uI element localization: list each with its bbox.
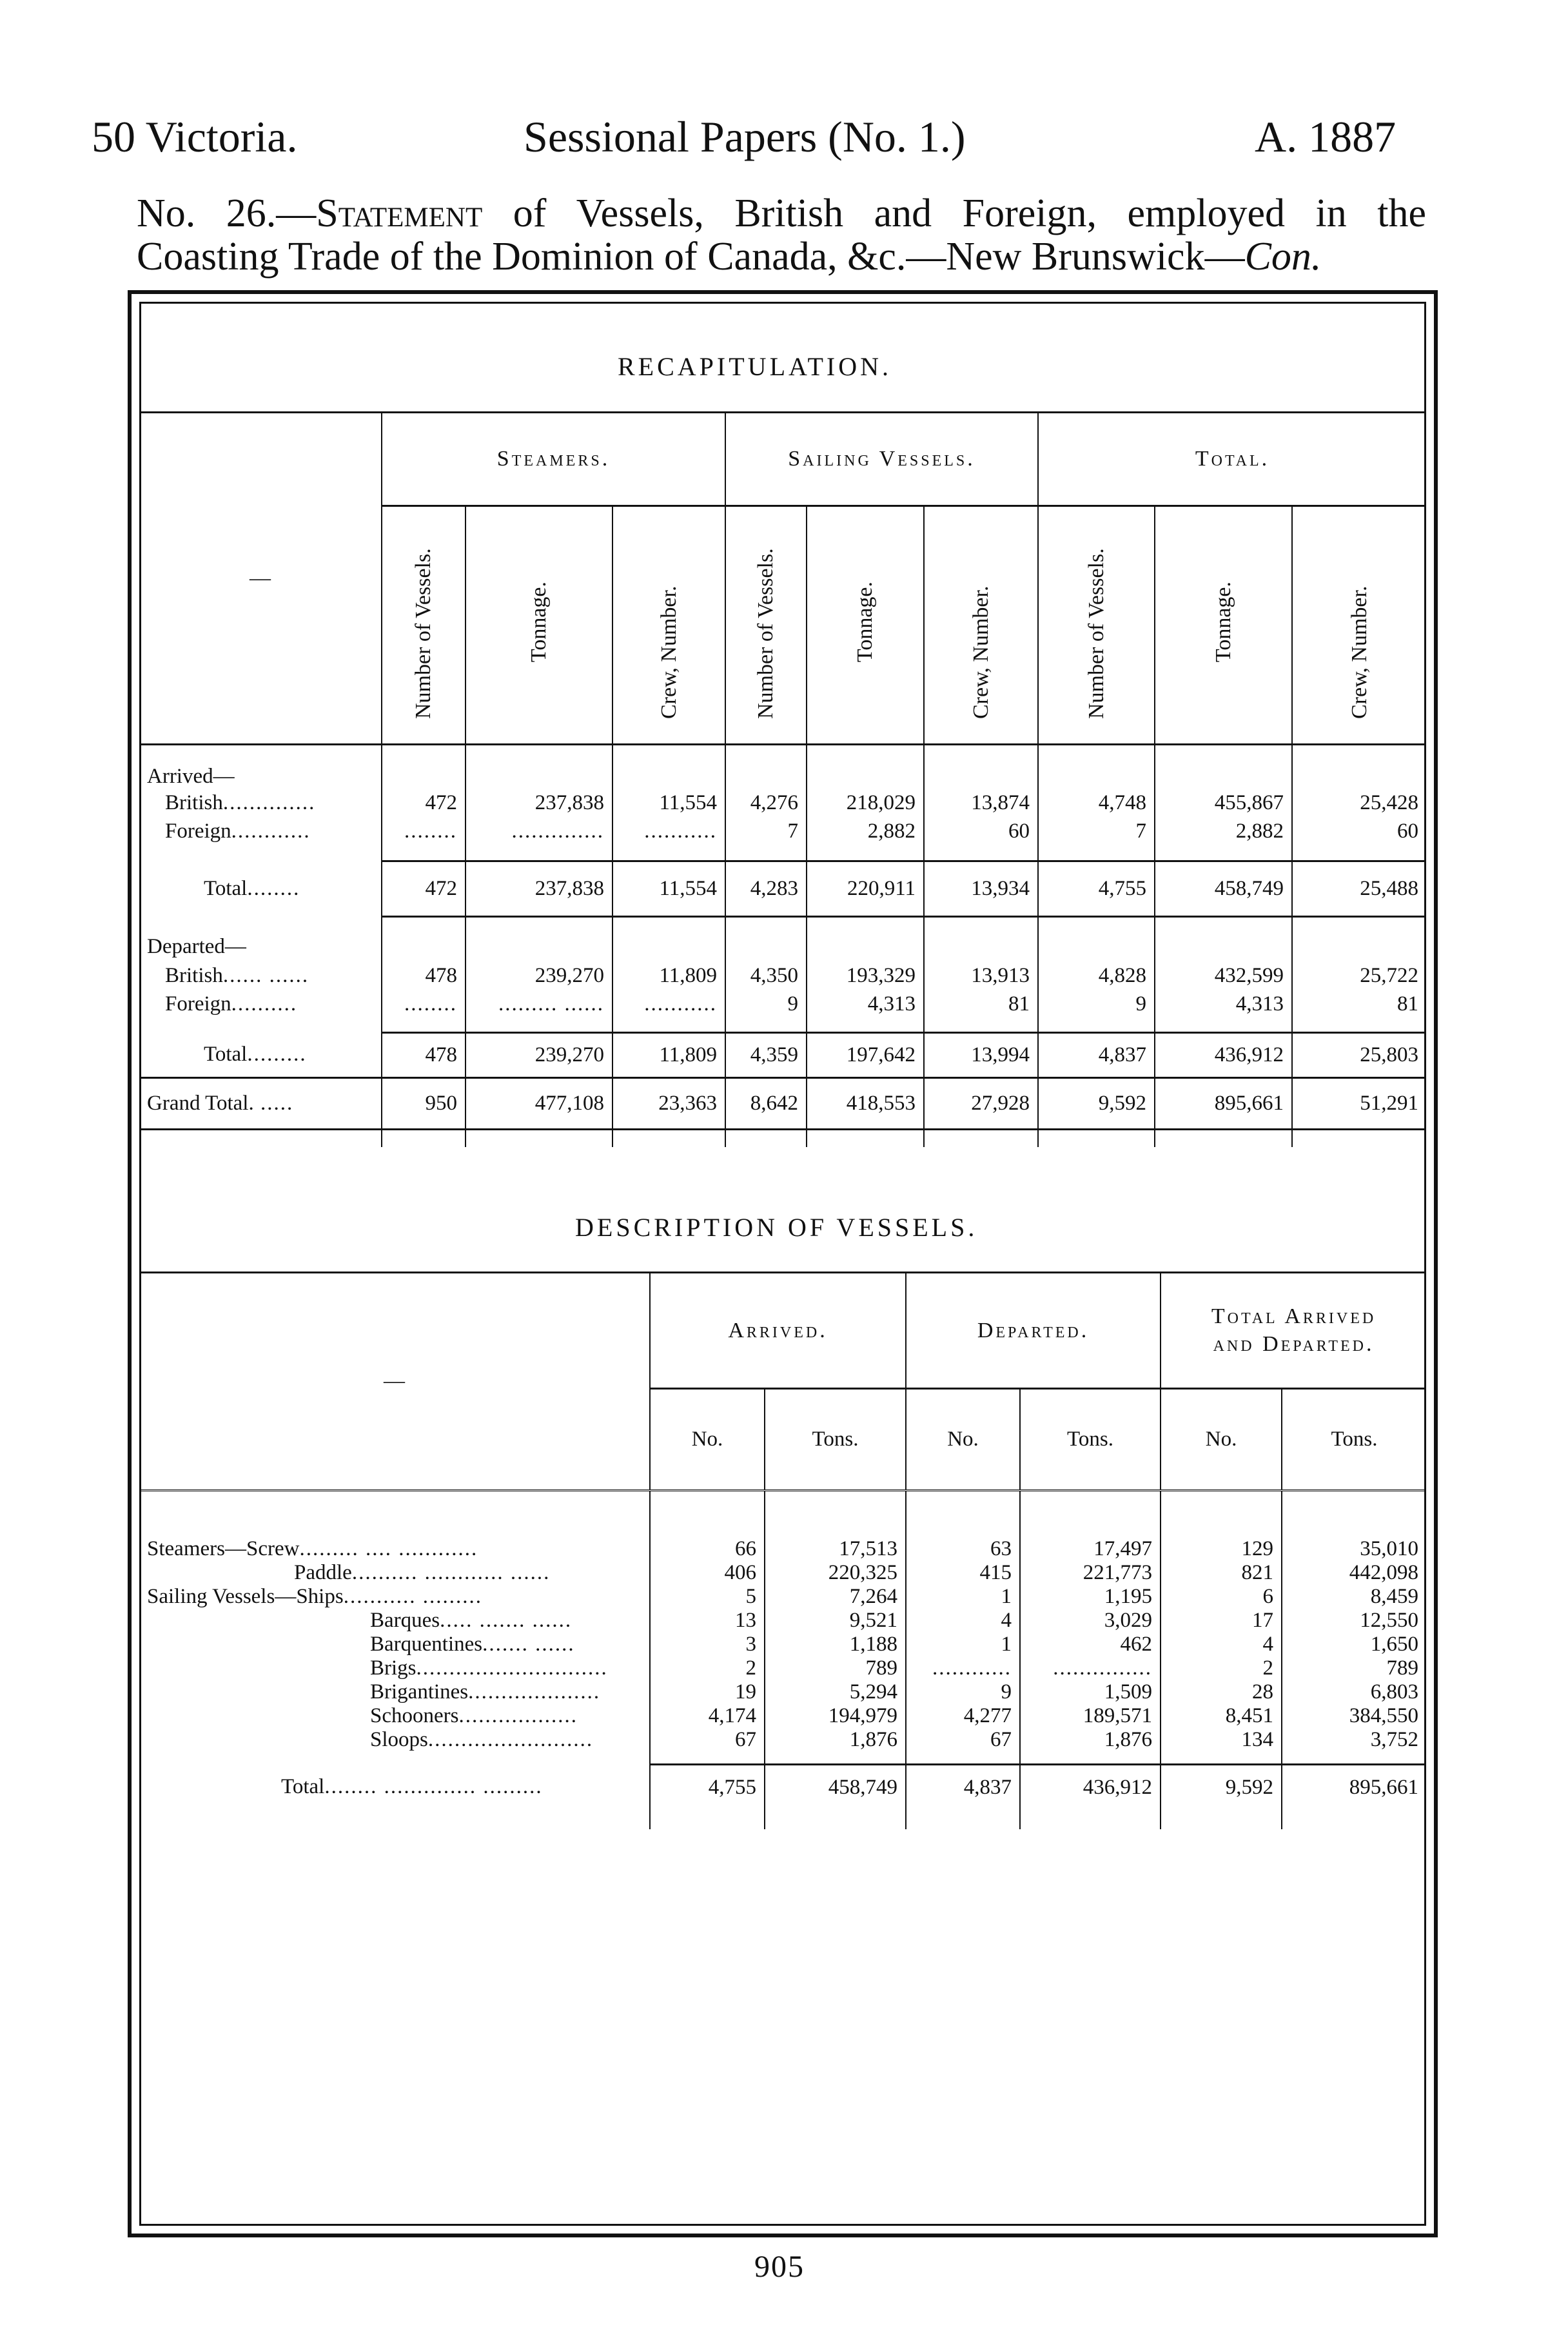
description-table	[139, 1272, 1426, 1829]
table-row: Schooners.................. 4,174 194,979 4,277 189,571 8,451 384,550	[139, 1704, 1426, 1728]
recap-title: RECAPITULATION.	[618, 352, 892, 381]
description-stub-dash: —	[139, 1273, 650, 1491]
col-tonnage: Tonnage.	[1155, 506, 1292, 745]
col-crew-number: Crew, Number.	[612, 506, 725, 745]
table-row: British...... ...... 478 239,270 11,809 4,350 193,329 13,913 4,828 432,599 25,722	[139, 961, 1426, 990]
group-departed: Departed.	[906, 1273, 1161, 1389]
table-row: Sailing Vessels—Ships........... ......... 5 7,264 1 1,195 6 8,459	[139, 1585, 1426, 1609]
table-row: British.............. 472 237,838 11,554 4,276 218,029 13,874 4,748 455,867 25,428	[139, 789, 1426, 817]
running-head-right: A. 1887	[1255, 112, 1396, 161]
title-line-2: Coasting Trade of the Dominion of Canada, &c.—New Brunswick—	[137, 234, 1245, 279]
table-row: Total........ 472 237,838 11,554 4,283 220,911 13,934 4,755 458,749 25,488	[139, 861, 1426, 916]
departed-label: Departed—	[147, 934, 246, 958]
col-tonnage: Tonnage.	[807, 506, 924, 745]
subhead-no: No.	[1161, 1389, 1282, 1491]
table-row-total: Total........ .............. ......... 4,755 458,749 4,837 436,912 9,592 895,661	[139, 1765, 1426, 1810]
col-crew-number: Crew, Number.	[1292, 506, 1426, 745]
title-con: Con.	[1244, 234, 1322, 279]
table-row: Barques..... ....... ...... 13 9,521 4 3,029 17 12,550	[139, 1609, 1426, 1633]
table-row: Brigs............................. 2 789 ............ ............... 2 789	[139, 1656, 1426, 1680]
arrived-label: Arrived—	[147, 765, 235, 788]
col-crew-number: Crew, Number.	[924, 506, 1038, 745]
subhead-tons: Tons.	[1020, 1389, 1161, 1491]
table-row: Sloops......................... 67 1,876 67 1,876 134 3,752	[139, 1728, 1426, 1752]
subhead-no: No.	[650, 1389, 765, 1491]
group-arrived: Arrived.	[650, 1273, 906, 1389]
table-row: Steamers—Screw......... .... ............ 66 17,513 63 17,497 129 35,010	[139, 1537, 1426, 1561]
table-row: Foreign.......... ........ ......... ...... ........... 9 4,313 81 9 4,313 81	[139, 990, 1426, 1018]
subhead-tons: Tons.	[1282, 1389, 1426, 1491]
table-row: Brigantines.................... 19 5,294 9 1,509 28 6,803	[139, 1680, 1426, 1704]
group-sailing-vessels: Sailing Vessels.	[725, 413, 1038, 506]
group-steamers: Steamers.	[382, 413, 725, 506]
col-number-of-vessels: Number of Vessels.	[1038, 506, 1155, 745]
col-number-of-vessels: Number of Vessels.	[725, 506, 807, 745]
page-number: 905	[754, 2250, 805, 2284]
description-title: DESCRIPTION OF VESSELS.	[575, 1213, 978, 1242]
recap-stub-dash: —	[139, 413, 382, 745]
subhead-tons: Tons.	[765, 1389, 906, 1491]
subhead-no: No.	[906, 1389, 1020, 1491]
title-statement: Statement	[316, 191, 483, 235]
col-tonnage: Tonnage.	[466, 506, 612, 745]
table-row: Foreign............ ........ .............. ........... 7 2,882 60 7 2,882 60	[139, 817, 1426, 845]
table-row: Paddle.......... ............ ...... 406 220,325 415 221,773 821 442,098	[139, 1561, 1426, 1585]
group-total: Total.	[1038, 413, 1426, 506]
col-number-of-vessels: Number of Vessels.	[382, 506, 466, 745]
group-total-arrived-departed: Total Arrived and Departed.	[1161, 1273, 1426, 1389]
table-row-grand-total: Grand Total. ..... 950 477,108 23,363 8,642 418,553 27,928 9,592 895,661 51,291	[139, 1077, 1426, 1129]
document-title: No. 26.—Statement of Vessels, British and Foreign, employed in the Coasting Trade of the Dominion of Canada, &c.—New Brunswick—Con.	[137, 191, 1426, 279]
table-row: Barquentines....... ...... 3 1,188 1 462 4 1,650	[139, 1633, 1426, 1656]
recapitulation-table	[139, 411, 1426, 1147]
running-head-left: 50 Victoria.	[92, 112, 298, 161]
running-head-center: Sessional Papers (No. 1.)	[524, 112, 966, 161]
table-row: Total......... 478 239,270 11,809 4,359 197,642 13,994 4,837 436,912 25,803	[139, 1032, 1426, 1077]
